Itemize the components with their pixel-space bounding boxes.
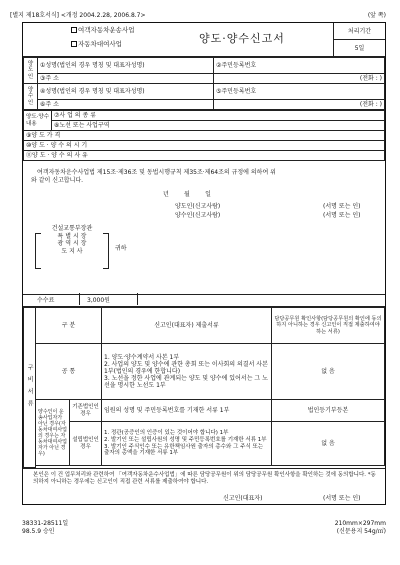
agency-2: 특 별 시 장 (57, 232, 87, 240)
footer-paper: (신문용지 54g/㎡) (336, 528, 386, 535)
agency-list (35, 225, 109, 267)
declaration-text-2: 와 같이 신고합니다. (31, 177, 84, 184)
price-field[interactable]: ⑨양 도 가 격 (24, 131, 385, 141)
transferor-sign-hint[interactable]: (서명 또는 인) (323, 203, 361, 210)
fee-divider-2 (137, 293, 138, 305)
right-bracket (103, 233, 109, 269)
parties-table (23, 57, 385, 110)
title-section (23, 23, 385, 57)
footer-code: 38331-28511일 (22, 520, 69, 527)
reason-field[interactable]: ⑪양 도 · 양 수 의 사 유 (24, 151, 385, 161)
transferor-phone-field[interactable]: (전화 : ) (214, 74, 385, 84)
transferee-sign-hint[interactable]: (서명 또는 인) (323, 212, 361, 219)
transferee-sign-label: 양수인(신고사람) (175, 212, 221, 219)
consent-text: 본인은 이 건 업무처리와 관련하여 「여객자동차운수사업법」에 따른 담당공무원이 위의 담당공무원 확인사항을 확인하는 것에 동의합니다. *동의하지 아니하는 경우에는 신고인이 직접 관련 서류를 제출하여야 합니다. (33, 472, 376, 485)
content-label: 양도·양수내용 (24, 111, 52, 131)
transferee-id-field[interactable]: ⑤주민등록번호 (214, 84, 385, 100)
common-label: 공 통 (36, 344, 102, 400)
col-official: 담당공무원 확인사항(담당공무원의 확인에 동의하지 아니하는 경우 신고인이 직접 제출하여야 하는 서류) (272, 308, 385, 344)
fee-divider (79, 293, 80, 305)
declaration-date: 년 월 일 (163, 191, 211, 198)
consent-section (23, 468, 385, 504)
footer-approval: 98.5.9 승인 (22, 528, 55, 535)
checkbox-business-1[interactable] (71, 27, 77, 33)
business-kind-field[interactable]: ⑦사 업 의 종 류 (52, 111, 385, 121)
declaration-text-1: 여객자동차운수사업법 제15조·제36조 및 동법시행규칙 제35조·제64조의 규정에 의하여 위 (37, 169, 276, 176)
addressee-suffix: 귀하 (115, 245, 127, 252)
documents-table (23, 307, 385, 468)
transferor-name-field[interactable]: ①성명(법인의 경우 명칭 및 대표자성명) (38, 58, 214, 74)
existing-corp-items: 임원의 성명 및 주민등록번호를 기재한 서류 1부 (102, 400, 272, 422)
new-corp-items: 1. 정관(공증인의 인증이 있는 것이어야 합니다) 1부 2. 발기인 또는 설립사원의 성명 및 주민등록번호를 기재한 서류 1부 3. 발기인 주식인수 또는 유한책임사원 출자의 총수와 그 주식 또는 출자의 총액을 기재한 서류 1부 (102, 422, 272, 466)
route-area-field[interactable]: ⑧노선 또는 사업구역 (52, 121, 385, 131)
fee-amount: 3,000원 (87, 297, 110, 304)
fee-row (23, 295, 385, 307)
transferor-sign-label: 양도인(신고사람) (175, 203, 221, 210)
common-official: 없 음 (272, 344, 385, 400)
consent-sign-hint[interactable]: (서명 또는 인) (323, 495, 361, 502)
col-category: 구 분 (36, 308, 102, 344)
transferor-label: 양도인 (24, 58, 38, 84)
transferee-nonoperator-label: 양수인이 운송사업자가 아닌 경우(자동차대여사업의 경우는 자동차대여사업자가 아닌 경우) (36, 400, 70, 466)
documents-side-label: 구비서류 (24, 308, 36, 468)
existing-corp-official: 법인등기부등본 (272, 400, 385, 422)
transferee-phone-field[interactable]: (전화 : ) (214, 100, 385, 110)
transferee-name-field[interactable]: ④성명(법인의 경우 명칭 및 대표자성명) (38, 84, 214, 100)
consent-sign-label: 신고인(대표자) (223, 495, 263, 502)
col-applicant: 신고인(대표자) 제출서류 (102, 308, 272, 344)
transferor-id-field[interactable]: ②주민등록번호 (214, 58, 385, 74)
new-corp-label: 설립법인인 경우 (70, 422, 102, 466)
common-items: 1. 양도·양수계약서 사본 1부 2. 사업의 양도 및 양수에 관한 총회 또는 이사회의 의결서 사본 1부(법인의 경우에 한합니다) 3. 노선을 정한 사업에 관계되는 양도 및 양수에 있어서는 그 노선을 명시한 노선도 1부 (102, 344, 272, 400)
agency-3: 광 역 시 장 (57, 240, 87, 247)
processing-period (333, 23, 385, 57)
left-bracket (35, 233, 41, 269)
business-type-2: 자동차대여사업 (71, 41, 122, 49)
footer-size: 210mm×297mm (334, 520, 386, 527)
agency-1: 건설교통부장관 (51, 225, 93, 232)
new-corp-official: 없 음 (272, 422, 385, 466)
declaration-section (23, 161, 385, 295)
content-table (23, 110, 385, 161)
business-type-1: 여객자동차운송사업 (71, 27, 135, 35)
transferor-address-field[interactable]: ③주 소 (38, 74, 214, 84)
time-field[interactable]: ⑩양 도 · 양 수 의 시 기 (24, 141, 385, 151)
form-number: [별지 제18호서식] <개정 2004.2.28, 2006.8.7> (10, 12, 146, 19)
transferee-address-field[interactable]: ⑥주 소 (38, 100, 214, 110)
period-label: 처리기간 (334, 23, 385, 40)
fee-label: 수수료 (37, 297, 55, 304)
checkbox-business-2[interactable] (71, 41, 77, 47)
page-side: (앞 쪽) (367, 12, 386, 19)
form-title: 양도·양수신고서 (199, 32, 285, 45)
period-value: 5일 (354, 45, 365, 52)
report-form (22, 22, 386, 505)
agency-4: 도 지 사 (61, 247, 83, 255)
existing-corp-label: 기존법인인 경우 (70, 400, 102, 422)
transferee-label: 양수인 (24, 84, 38, 110)
